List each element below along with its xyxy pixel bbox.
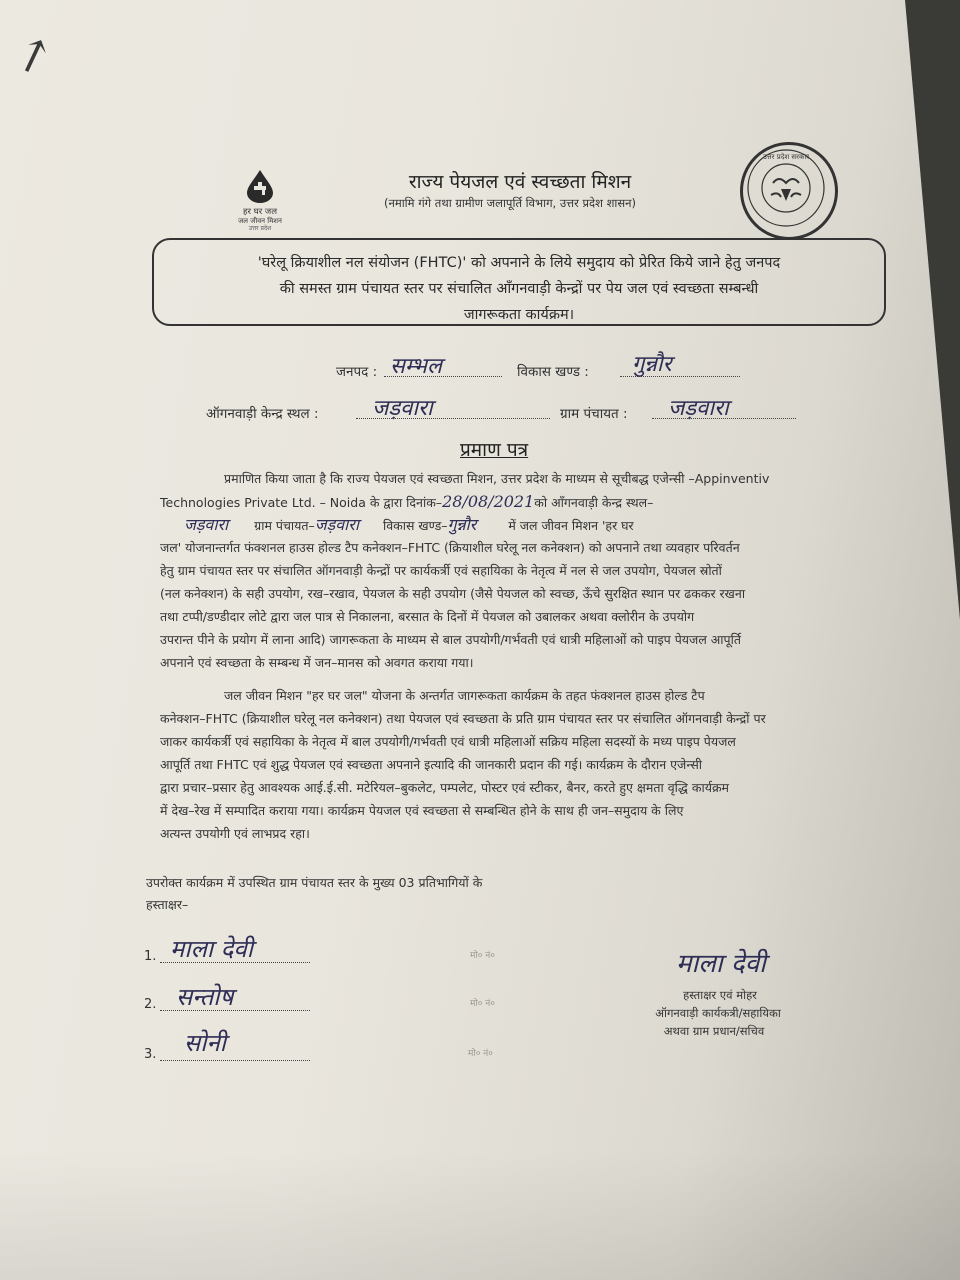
- para2-line-3: जाकर कार्यकर्त्री एवं सहायिका के नेतृत्व में बाल उपयोगी/गर्भवती एवं धात्री महिलाओं सक्रिय महिला सदस्यों के मध्य पाइप पेयजल: [160, 734, 736, 749]
- para2-line-4: आपूर्ति तथा FHTC एवं शुद्ध पेयजल एवं स्वच्छता अपनाने इत्यादि की जानकारी प्रदान की गई। कार्यक्रम के दौरान एजेन्सी: [160, 757, 703, 772]
- anganwadi-label: ऑगनवाड़ी केन्द्र स्थल :: [206, 406, 319, 422]
- participant-2-signature: सन्तोष: [176, 983, 234, 1011]
- para1-line-8: उपरान्त पीने के प्रयोग में लाना आदि) जागरूकता के माध्यम से बाल उपयोगी/गर्भवती एवं धात्री महिलाओं को पाइप पेयजल आपूर्ति: [160, 632, 742, 647]
- para1-line-3-a: ग्राम पंचायत–: [254, 518, 315, 533]
- para1-line-4: जल' योजनान्तर्गत फंक्शनल हाउस होल्ड टैप कनेक्शन–FHTC (क्रियाशील घरेलू नल कनेक्शन) को अपनाने तथा व्यवहार परिवर्तन: [160, 540, 740, 555]
- block-value: गुन्नौर: [447, 515, 477, 534]
- janpad-value: सम्भल: [390, 354, 442, 379]
- banner-line-1: 'घरेलू क्रियाशील नल संयोजन (FHTC)' को अपनाने के लिये समुदाय को प्रेरित किये जाने हेतु जनपद: [257, 255, 781, 271]
- corner-pen-mark: ↗: [5, 23, 61, 87]
- har-ghar-jal-logo: [222, 168, 298, 238]
- logo-line-3: उत्तर प्रदेश: [248, 225, 272, 232]
- participant-2-faint-label: मो० नं०: [470, 999, 495, 1009]
- banner-line-3: जागरूकता कार्यक्रम।: [463, 307, 575, 323]
- janpad-label: जनपद :: [336, 364, 378, 380]
- participant-1-signature: माला देवी: [170, 935, 253, 963]
- program-title-box: [152, 238, 886, 326]
- para1-line-2: [160, 491, 890, 515]
- logo-line-1: हर घर जल: [243, 207, 277, 217]
- participants-intro-1: उपरोक्त कार्यक्रम में उपस्थित ग्राम पंचायत स्तर के मुख्य 03 प्रतिभागियों के: [146, 875, 483, 890]
- participant-3-signature: सोनी: [184, 1029, 226, 1057]
- page-shadow: [0, 1150, 960, 1280]
- anganwadi-value: जड़वारा: [372, 396, 433, 421]
- up-government-seal: [740, 142, 838, 240]
- para1-line-6: (नल कनेक्शन) के सही उपयोग, रख–रखाव, पेयजल के सही उपयोग (जैसे पेयजल को स्वच्छ, ऊँचे सुरक्षित स्थान पर ढककर रखना: [160, 586, 746, 601]
- page-subtitle: (नमामि गंगे तथा ग्रामीण जलापूर्ति विभाग, उत्तर प्रदेश शासन): [383, 196, 637, 210]
- participant-1-number: 1.: [144, 949, 157, 964]
- para2-line-2: कनेक्शन–FHTC (क्रियाशील घरेलू नल कनेक्शन) तथा पेयजल एवं स्वच्छता के प्रति ग्राम पंचायत स्तर पर संचालित ऑगनवाड़ी केन्द्रों पर: [160, 711, 766, 726]
- place-value: जड़वारा: [184, 515, 229, 534]
- para1-line-1: प्रमाणित किया जाता है कि राज्य पेयजल एवं स्वच्छता मिशन, उत्तर प्रदेश के माध्यम से सूचीबद्ध एजेन्सी –Appinventiv: [224, 471, 770, 486]
- seal-text: उत्तर प्रदेश सरकार: [762, 153, 810, 161]
- participant-1-faint-label: मो० नं०: [470, 951, 495, 961]
- gram-panchayat-label: ग्राम पंचायत :: [560, 406, 628, 422]
- worker-caption-3: अथवा ग्राम प्रधान/सचिव: [663, 1024, 765, 1038]
- logo-line-2: जल जीवन मिशन: [238, 217, 282, 225]
- participants-intro-2: हस्ताक्षर–: [146, 897, 189, 912]
- drop-tap-icon: [242, 168, 278, 204]
- para1-line-2-b: को आँगनवाड़ी केन्द्र स्थल–: [534, 495, 654, 510]
- banner-line-2: की समस्त ग्राम पंचायत स्तर पर संचालित आँगनवाड़ी केन्द्रों पर पेय जल एवं स्वच्छता सम्बन्धी: [279, 281, 759, 297]
- para2-line-6: में देख–रेख में सम्पादित कराया गया। कार्यक्रम पेयजल एवं स्वच्छता से सम्बन्धित होने के साथ ही जन–समुदाय के लिए: [160, 803, 684, 818]
- para1-line-3-b: विकास खण्ड–: [382, 518, 448, 533]
- vikas-khand-label: विकास खण्ड :: [517, 364, 589, 380]
- worker-caption-2: ऑगनवाड़ी कार्यकत्री/सहायिका: [655, 1006, 781, 1020]
- para1-line-3-c: में जल जीवन मिशन 'हर घर: [508, 518, 634, 533]
- worker-signature: माला देवी: [676, 949, 766, 979]
- certificate-heading: प्रमाण पत्र: [460, 439, 529, 461]
- participant-3-faint-label: मो० नं०: [468, 1049, 493, 1059]
- participant-2-number: 2.: [144, 997, 157, 1012]
- para2-line-5: द्वारा प्रचार–प्रसार हेतु आवश्यक आई.ई.सी. मटेरियल–बुकलेट, पम्पलेट, पोस्टर एवं स्टीकर, बैनर, करते हुए क्षमता वृद्धि कार्यक्रम: [160, 780, 730, 795]
- page-title: राज्य पेयजल एवं स्वच्छता मिशन: [408, 171, 632, 193]
- para1-line-5: हेतु ग्राम पंचायत स्तर पर संचालित ऑगनवाड़ी केन्द्रों पर कार्यकर्त्री एवं सहायिका के नेतृत्व में नल से जल उपयोग, पेयजल स्रोतों: [160, 563, 722, 578]
- worker-caption-1: हस्ताक्षर एवं मोहर: [683, 988, 757, 1002]
- program-date: 28/08/2021: [442, 492, 535, 511]
- para1-line-7: तथा टप्पी/डण्डीदार लोटे द्वारा जल पात्र से निकालना, बरसात के दिनों में पेयजल को उबालकर अथवा क्लोरीन के उपयोग: [160, 609, 695, 624]
- vikas-khand-value: गुन्नौर: [632, 352, 672, 377]
- para1-line-2-a: Technologies Private Ltd. – Noida के द्वारा दिनांक–: [160, 495, 443, 510]
- gp-value: जड़वारा: [314, 515, 359, 534]
- para1-line-9: अपनाने एवं स्वच्छता के सम्बन्ध में जन–मानस को अवगत कराया गया।: [160, 655, 474, 670]
- gram-panchayat-value: जड़वारा: [668, 396, 729, 421]
- para2-line-1: जल जीवन मिशन "हर घर जल" योजना के अन्तर्गत जागरूकता कार्यक्रम के तहत फंक्शनल हाउस होल्ड टैप: [224, 688, 705, 703]
- para2-line-7: अत्यन्त उपयोगी एवं लाभप्रद रहा।: [160, 826, 310, 841]
- participant-3-line: [160, 1060, 310, 1061]
- participant-3-number: 3.: [144, 1047, 157, 1062]
- para1-line-3: [160, 514, 890, 538]
